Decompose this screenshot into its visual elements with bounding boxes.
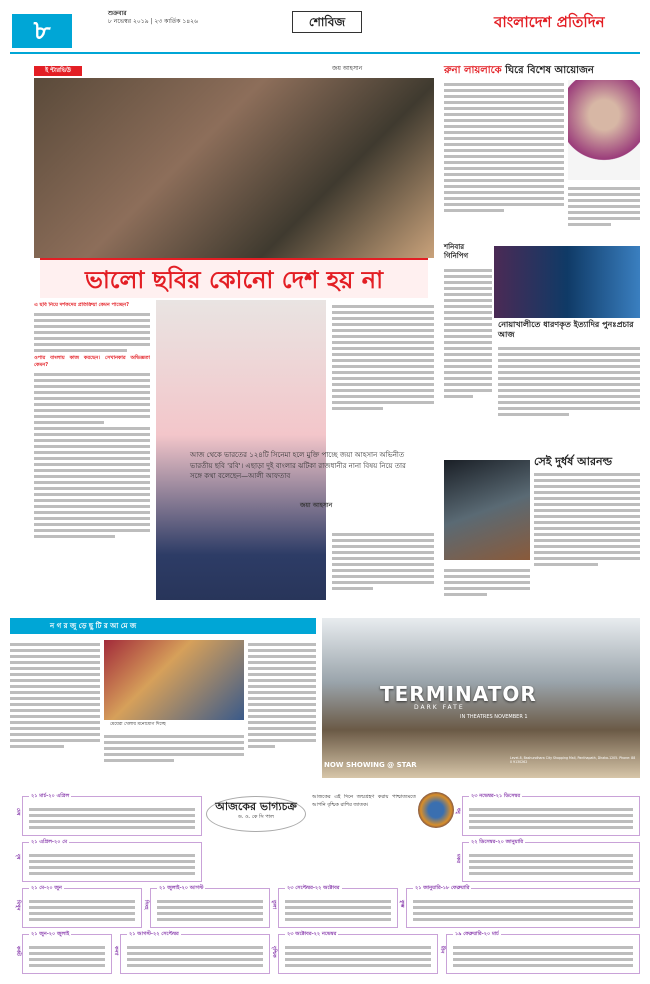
horoscope-sign-box (15, 931, 112, 974)
horoscope-sign-name: মকর (455, 854, 461, 864)
zodiac-wheel-icon (418, 792, 454, 828)
ad-address: Level-8, Bashundhara City Shopping Mall, Panthapath, Dhaka-1205. Phone: 88 0 9130262 (510, 756, 636, 765)
ad-release-date: IN THEATRES NOVEMBER 1 (460, 714, 528, 720)
pull-quote: আজ থেকে ভারতের ১২৪টি সিনেমা হলে মুক্তি পাচ্ছে জয়া আহসান অভিনীত ভারতীয় ছবি 'রবি'। এছাড়া দুই বাংলার ঝটিকা রাজধানীর নানা বিষয় নিয়ে তার সঙ্গে কথা বলেছেন—আলী আফতাব (190, 451, 406, 480)
runa-laila-body-2 (568, 184, 640, 240)
horoscope-sign-name: মিথুন (15, 900, 21, 911)
horoscope-sign-name: তুলা (271, 900, 277, 910)
horoscope-sign-text (29, 851, 195, 878)
horoscope-sign-text (469, 851, 633, 878)
horoscope-sign-name: মীন (439, 946, 445, 954)
quote-name: জয়া আহসান (300, 502, 333, 509)
horoscope-sign-text (413, 897, 633, 924)
horoscope-sign-name: বৃষ (15, 854, 21, 860)
interview-tag: ই ন্টারভিউ (34, 66, 82, 76)
horoscope-sign-box (399, 885, 640, 928)
feature-body-col1 (34, 302, 150, 614)
horoscope-sign-range: ২১ আগস্ট-২২ সেপ্টেম্বর (129, 931, 179, 937)
ityadi-body (498, 344, 640, 448)
arnold-body (534, 470, 640, 610)
horoscope-sign-text (157, 897, 263, 924)
horoscope-sign-name: কুম্ভ (399, 900, 405, 908)
newspaper-logo: বাংলাদেশ প্রতিদিন (494, 13, 605, 31)
horoscope-sign-name: কন্যা (113, 946, 119, 956)
runa-laila-body (444, 80, 564, 240)
feature-subhead: ওপার বাংলায় কাজ করছেন। সেখানকার অভিজ্ঞতা কেমন? (34, 354, 150, 368)
horoscope-sign-text (127, 943, 263, 970)
nagar-section-banner: ন গ র জু ড়ে ছু টি র আ মে জ (10, 618, 316, 634)
film-still-photo (34, 78, 434, 258)
ad-movie-title: TERMINATOR (380, 682, 537, 706)
header-day: শুক্রবার (108, 10, 127, 17)
arnold-body-2 (444, 566, 530, 612)
feature-subhead: এ ছবি নিয়ে দর্শকদের প্রতিক্রিয়া কেমন পাচ্ছেন? (34, 302, 130, 308)
page-number: ৮ (12, 14, 72, 48)
horoscope-sign-name: মেষ (15, 808, 21, 816)
feature-headline: ভালো ছবির কোনো দেশ হয় না (40, 258, 428, 298)
horoscope-intro: আজকের এই দিনে জন্মগ্রহণ করায় পাশ্চাত্যমতে আপনি বৃশ্চিক রাশির জাতক। (312, 794, 416, 808)
horoscope-sign-range: ২১ জুলাই-২০ আগস্ট (159, 885, 204, 891)
horoscope-sign-range: ২২ ডিসেম্বর-২০ জানুয়ারি (471, 839, 524, 845)
children-group-photo (104, 640, 244, 720)
horoscope-sign-range: ২১ মার্চ-২০ এপ্রিল (31, 793, 70, 799)
feature-body-col3 (332, 302, 434, 442)
horoscope-sign-box (271, 931, 438, 974)
ityadi-headline: নোয়াখালীতে ধারণকৃত ইত্যাদির পুনঃপ্রচার আজ (498, 320, 634, 340)
horoscope-title: আজকের ভাগ্যচক্র ড. ও. কে সি পাল (206, 796, 306, 832)
horoscope-sign-range: ২৩ নভেম্বর-২১ ডিসেম্বর (471, 793, 521, 799)
horoscope-sign-box (439, 931, 640, 974)
horoscope-sign-range: ১৯ ফেব্রুয়ারি-২০ মার্চ (455, 931, 499, 937)
header-date: ৮ নভেম্বর ২০১৯ | ২৩ কার্তিক ১৪২৬ (108, 18, 198, 25)
nagar-body-col2 (104, 732, 244, 780)
photo-caption: মেয়েরা খেলায় মনোযোগ দিচ্ছে (110, 722, 166, 727)
horoscope-sign-box (143, 885, 270, 928)
horoscope-sign-text (29, 943, 105, 970)
runa-laila-headline: রুনা লায়লাকে ঘিরে বিশেষ আয়োজন (444, 65, 594, 76)
horoscope-sign-text (29, 805, 195, 832)
horoscope-sign-name: বৃশ্চিক (271, 946, 277, 959)
horoscope-sign-text (285, 897, 391, 924)
horoscope-sign-text (469, 805, 633, 832)
ginipig-headline: শনিবার গিনিপিগ (444, 243, 469, 261)
feature-byline: জয় আহসান (332, 65, 363, 72)
ad-movie-subtitle: DARK FATE (414, 704, 465, 711)
nagar-body-col1 (10, 640, 100, 780)
nagar-body-col3 (248, 640, 316, 780)
arnold-photo (444, 460, 530, 560)
horoscope-sign-range: ২৩ অক্টোবর-২২ নভেম্বর (287, 931, 337, 937)
horoscope-sign-box (271, 885, 398, 928)
horoscope-sign-name: ধনু (455, 808, 461, 815)
horoscope-sign-name: সিংহ (143, 900, 149, 910)
runa-laila-photo (568, 80, 640, 180)
horoscope-sign-range: ২৩ সেপ্টেম্বর-২২ অক্টোবর (287, 885, 340, 891)
horoscope-sign-box (113, 931, 270, 974)
horoscope-sign-range: ২১ জুন-২০ জুলাই (31, 931, 70, 937)
section-title: শোবিজ (292, 11, 362, 33)
horoscope-sign-box (15, 885, 142, 928)
horoscope-sign-box (15, 793, 202, 836)
horoscope-sign-range: ২১ জানুয়ারি-১৮ ফেব্রুয়ারি (415, 885, 470, 891)
horoscope-sign-range: ২১ এপ্রিল-২০ মে (31, 839, 68, 845)
feature-body-col4 (332, 530, 434, 614)
header-divider (10, 52, 640, 54)
horoscope-sign-text (453, 943, 633, 970)
horoscope-sign-box (455, 793, 640, 836)
ityadi-photo (494, 246, 640, 318)
horoscope-sign-range: ২১ মে-২০ জুন (31, 885, 62, 891)
horoscope-sign-text (285, 943, 431, 970)
horoscope-sign-text (29, 897, 135, 924)
ginipig-body (444, 266, 492, 446)
horoscope-sign-name: কর্কট (15, 946, 21, 957)
horoscope-sign-box (455, 839, 640, 882)
horoscope-sign-box (15, 839, 202, 882)
arnold-headline: সেই দুর্ধর্ষ আরনল্ড (534, 455, 613, 468)
ad-now-showing: NOW SHOWING @ STAR (324, 761, 417, 769)
